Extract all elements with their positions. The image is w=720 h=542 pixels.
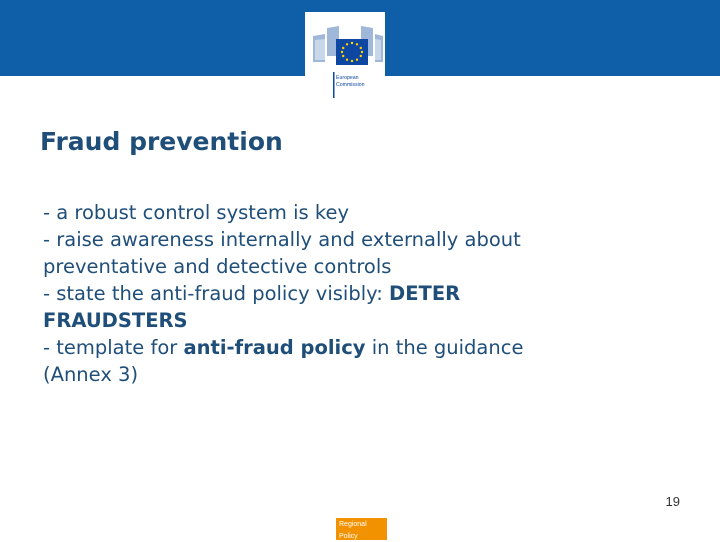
bullet-3-emphasis-1: DETER	[389, 282, 461, 305]
bullet-4-line-2: (Annex 3)	[43, 363, 139, 386]
bullet-3-text: - state the anti-fraud policy visibly:	[43, 282, 390, 305]
bullet-3-line-2	[43, 307, 683, 334]
slide-title: Fraud prevention	[40, 127, 283, 156]
regional-policy-line-2: Policy	[339, 533, 358, 540]
bullet-2-line-2: preventative and detective controls	[43, 255, 392, 278]
logo-line-1: European	[336, 75, 359, 81]
bullet-4-emphasis: anti-fraud policy	[183, 336, 366, 359]
page-number: 19	[665, 494, 680, 509]
regional-policy-tag	[336, 518, 387, 540]
logo-line-2: Commission	[336, 82, 365, 88]
bullet-2-line-1: - raise awareness internally and externally about	[43, 228, 521, 251]
bullet-4-text: - template for	[43, 336, 184, 359]
bullet-1: - a robust control system is key	[43, 201, 350, 224]
logo-wordmark	[336, 75, 365, 89]
bullet-4-text-end: in the guidance	[365, 336, 524, 359]
european-commission-logo	[305, 12, 385, 100]
regional-policy-line-1: Regional	[339, 521, 367, 528]
bullet-4-line-1	[43, 334, 683, 361]
bullet-3-emphasis-2: FRAUDSTERS	[43, 309, 188, 332]
bullet-3-line-1	[43, 280, 683, 307]
slide-body	[43, 199, 683, 388]
